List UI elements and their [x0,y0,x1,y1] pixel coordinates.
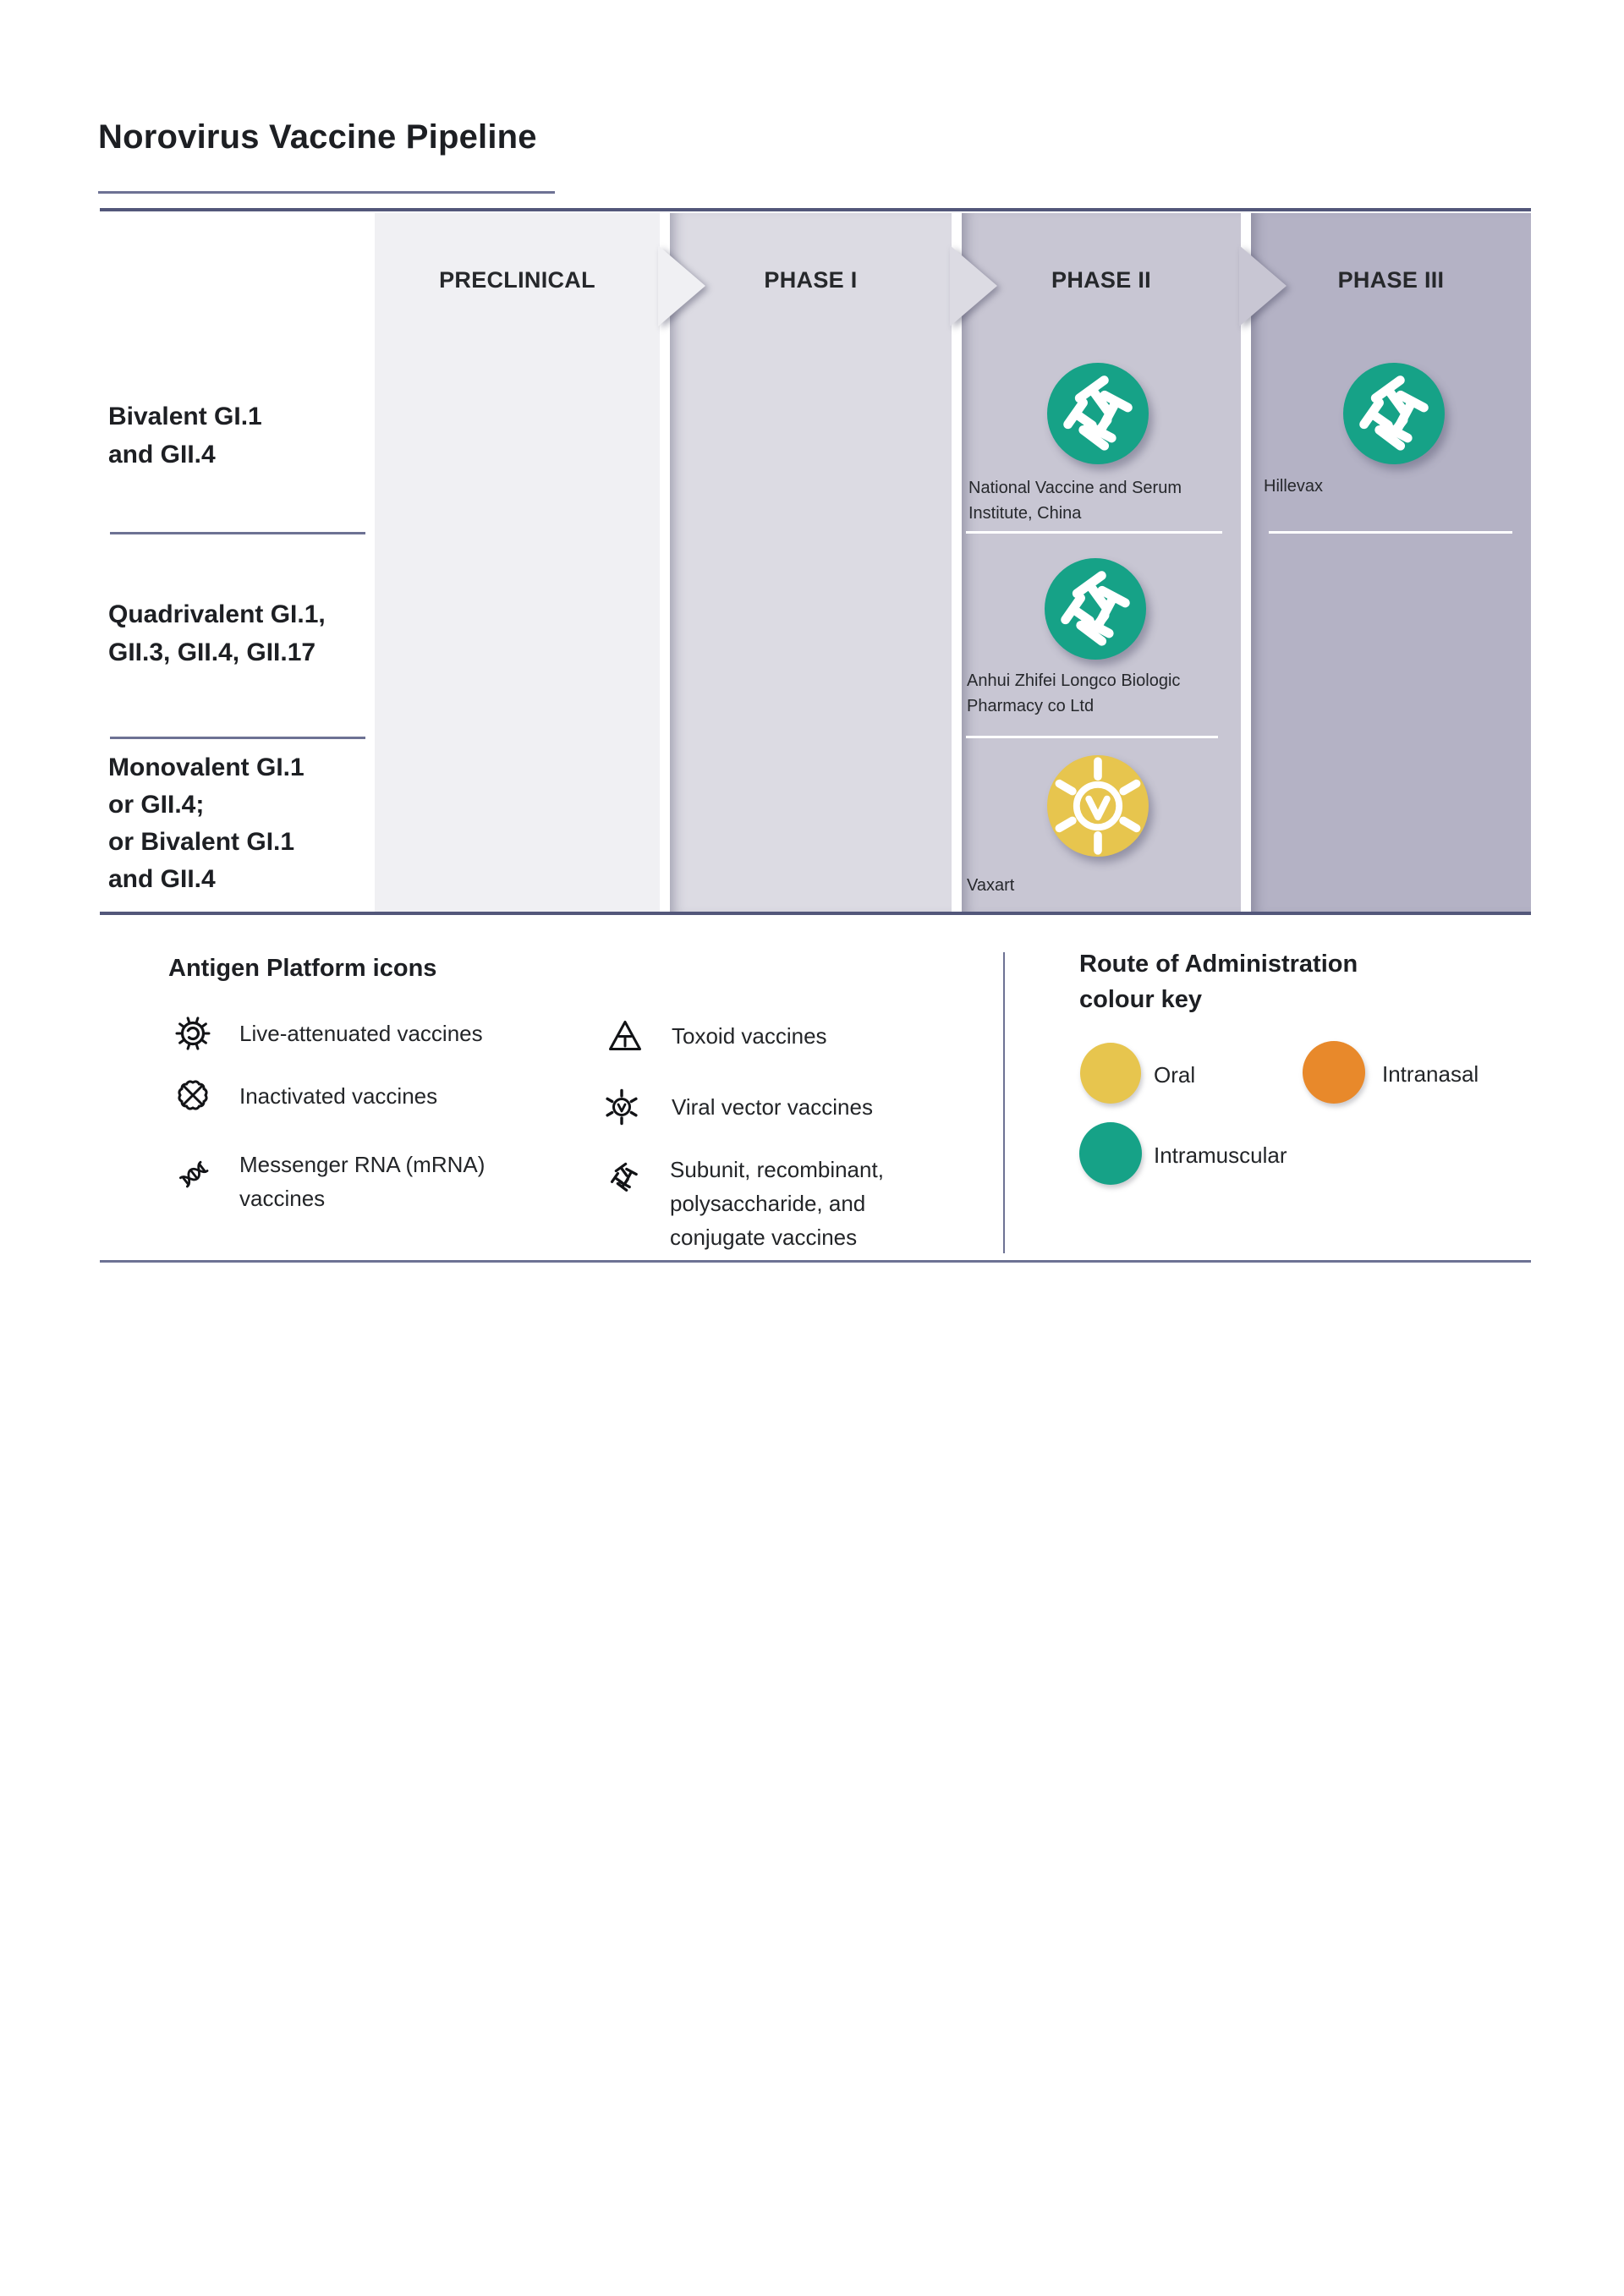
phase-header-phase-2: PHASE II [1051,267,1151,293]
table-top-rule [100,208,1531,211]
row-separator [110,532,365,534]
cell-separator [1269,531,1512,534]
route-item-label: Intramuscular [1154,1143,1287,1168]
mrna-icon [174,1153,215,1194]
row-label-bivalent: Bivalent GI.1 and GII.4 [108,403,262,469]
cell-separator [966,736,1218,738]
page-title: Norovirus Vaccine Pipeline [98,118,537,156]
phase-header-preclinical: PRECLINICAL [439,267,595,293]
table-bottom-rule [100,912,1531,915]
live-attenuated-icon [173,1013,213,1054]
row-separator [110,737,365,739]
chevron-right-icon [950,245,997,326]
legend-item-label: Inactivated vaccines [239,1083,438,1109]
subunit-vaccine-icon [1047,363,1149,464]
oral-color-swatch [1080,1043,1141,1104]
route-item-label: Intranasal [1382,1061,1479,1087]
column-preclinical [375,213,660,912]
legend-divider [1003,952,1005,1253]
viral-vector-vaccine-icon [1047,755,1149,857]
column-phase-3 [1251,213,1531,912]
legend-item-label: Toxoid vaccines [672,1023,827,1049]
subunit-vaccine-icon [1045,558,1146,660]
inactivated-icon [173,1075,213,1115]
toxoid-icon [605,1016,645,1056]
title-underline [98,191,555,194]
sponsor-label: Vaxart [967,876,1015,895]
figure-bottom-rule [100,1260,1531,1263]
subunit-vaccine-icon [1343,363,1445,464]
chevron-right-icon [658,245,705,326]
cell-separator [966,531,1222,534]
legend-item-label: Live-attenuated vaccines [239,1021,483,1046]
route-item-label: Oral [1154,1062,1196,1088]
row-label-monovalent: Monovalent GI.1 or GII.4; or Bivalent GI.1 and GII.4 [108,753,304,893]
antigen-legend-heading: Antigen Platform icons [168,955,437,982]
phase-header-phase-3: PHASE III [1337,267,1445,293]
sponsor-label: Hillevax [1264,477,1324,496]
subunit-icon [603,1157,644,1197]
column-phase-1 [670,213,952,912]
intramuscular-color-swatch [1079,1122,1142,1185]
legend-item-label: Subunit, recombinant, polysaccharide, and conjugate vaccines [670,1157,884,1250]
chevron-right-icon [1239,245,1287,326]
sponsor-label: National Vaccine and Serum Institute, China [968,479,1182,523]
viral-vector-icon [601,1087,642,1127]
legend-item-label: Messenger RNA (mRNA) vaccines [239,1152,486,1211]
row-label-quadrivalent: Quadrivalent GI.1, GII.3, GII.4, GII.17 [108,600,326,666]
route-legend-heading: Route of Administration colour key [1079,951,1358,1013]
legend-item-label: Viral vector vaccines [672,1094,873,1120]
phase-header-phase-1: PHASE I [764,267,858,293]
sponsor-label: Anhui Zhifei Longco Biologic Pharmacy co Ltd [967,671,1181,715]
intranasal-color-swatch [1303,1041,1365,1104]
